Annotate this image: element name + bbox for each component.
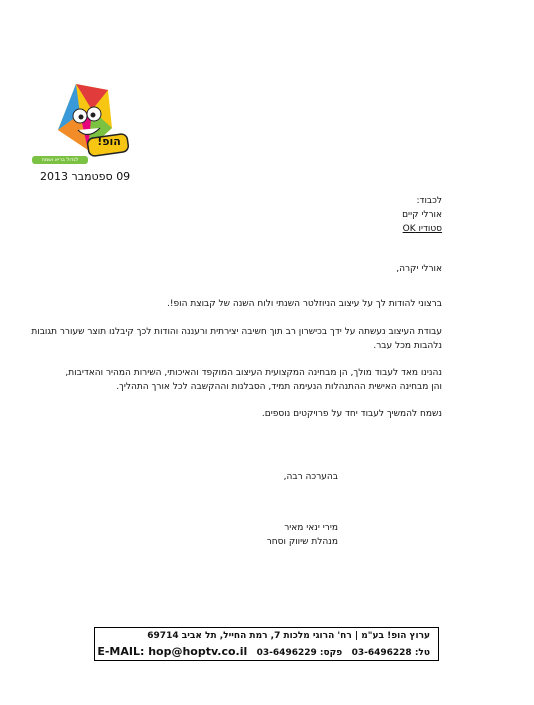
fax-label: פקס: [319,648,343,658]
recipient-company: סטודיו OK [402,224,442,234]
salutation: אורלי יקרה, [396,264,442,274]
signature-title: מנהלת שיווק וסחר [266,537,338,547]
paragraph-4: נשמח להמשיך לעבוד יחד על פרויקטים נוספים. [261,409,442,419]
signature-name: מירי ינאי מאיר [284,523,338,533]
paragraph-1: ברצוני להודות לך על עיצוב הניוזלטר השנתי ולוח השנה של קבוצת הופ!. [167,299,442,309]
recipient-block [402,194,442,236]
logo-tagline: לגדול בריא ושמח [41,157,79,163]
footer-email[interactable]: E-MAIL: hop@hoptv.co.il [97,645,248,658]
paragraph-2-line-1: עבודת העיצוב נעשתה על ידך בכישרון רב תוך חשיבה יצירתית ורעננה והודות לכך קיבלנו תוצר שעורר תגובות [31,327,442,337]
recipient-to: לכבוד: [416,196,442,206]
paragraph-2-line-2: נלהבות מכל עבר. [373,341,442,351]
tel-label: טל: [414,648,430,658]
paragraph-3-line-2: והן מבחינה האישית ההתנהלות הנעימה תמיד, הסבלנות וההקשבה לכל אורך התהליך. [116,382,442,392]
footer-contact [97,645,430,658]
logo-badge-text: הופ! [97,135,121,148]
footer-box [94,627,439,661]
paragraph-3-line-1: נהנינו מאד לעבוד מולך, הן מבחינה המקצועית העיצוב המוקפד והאיכותי, השירות המהיר והאדיבות, [65,368,442,378]
company-logo [30,80,150,172]
tel-number: 03-6496228 [351,648,412,658]
fax-number: 03-6496229 [256,648,317,658]
recipient-name: אורלי קיים [402,210,442,220]
closing: בהערכה רבה, [283,472,338,482]
letter-date: 09 ספטמבר 2013 [40,170,131,183]
footer-address: ערוץ הופ! בע"מ | רח' הרוגי מלכות 7, רמת החייל, תל אביב 69714 [147,631,430,641]
